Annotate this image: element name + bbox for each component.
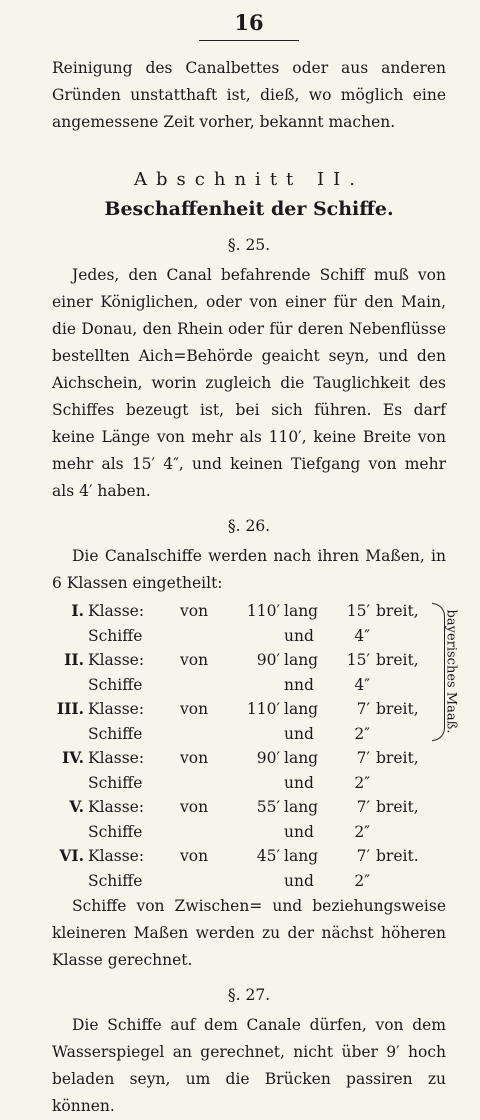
class-lang: lang nnd xyxy=(284,651,319,694)
class-width: 7′ 2″ xyxy=(354,798,370,841)
section-heading: Beschaffenheit der Schiffe. xyxy=(104,198,394,220)
class-length: 110′ xyxy=(246,602,280,620)
class-number: III. xyxy=(56,699,84,718)
paragraph-mark-26: §. 26. xyxy=(227,517,271,535)
class-label: Klasse: Schiffe xyxy=(88,700,145,743)
class-row-2 xyxy=(52,648,446,697)
page-number: 16 xyxy=(234,10,264,35)
paragraph-26-after: Schiffe von Zwischen= und beziehungsweise kleineren Maßen werden zu der nächst höheren Klasse gerechnet. xyxy=(52,897,446,969)
class-length: 55′ xyxy=(256,798,280,816)
paragraph-27-text: Die Schiffe auf dem Canale dürfen, von dem Wasserspiegel an gerechnet, nicht über 9′ hoch beladen seyn, um die Brücken passiren zu können. xyxy=(52,1016,446,1115)
class-width: 7′ 2″ xyxy=(354,749,370,792)
class-lang: lang und xyxy=(284,700,319,743)
class-row-3 xyxy=(52,697,446,746)
class-breit: breit, xyxy=(376,798,419,816)
header-rule xyxy=(199,40,299,41)
intro-paragraph: Reinigung des Canalbettes oder aus anderen Gründen unstatthaft ist, dieß, wo möglich eine angemessene Zeit vorher, bekannt machen. xyxy=(52,59,446,131)
paragraph-26-text: Die Canalschiffe werden nach ihren Maßen, in 6 Klassen eingetheilt: xyxy=(52,547,446,592)
class-label: Klasse: Schiffe xyxy=(88,847,145,890)
class-width: 15′ 4″ xyxy=(346,602,370,645)
class-lang: lang und xyxy=(284,798,319,841)
class-von: von xyxy=(180,602,209,620)
class-label: Klasse: Schiffe xyxy=(88,651,145,694)
paragraph-25-text: Jedes, den Canal befahrende Schiff muß von einer Königlichen, oder von einer für den Main, die Donau, den Rhein oder für deren Nebenflüsse bestellten Aich=Behörde geaicht seyn, und den Aichschein, worin zugleich die Tauglichkeit des Schiffes bezeugt ist, bei sich führen. Es darf keine Länge von mehr als 110′, keine Breite von mehr als 15′ 4″, und keinen Tiefgang von mehr als 4′ haben. xyxy=(52,266,446,500)
class-row-6 xyxy=(52,844,446,893)
class-von: von xyxy=(180,798,209,816)
class-length: 90′ xyxy=(256,651,280,669)
class-von: von xyxy=(180,749,209,767)
class-length: 90′ xyxy=(256,749,280,767)
class-number: I. xyxy=(71,601,84,620)
class-row-1 xyxy=(52,599,446,648)
class-number: VI. xyxy=(59,846,84,865)
class-lang: lang und xyxy=(284,847,319,890)
class-breit: breit, xyxy=(376,749,419,767)
class-von: von xyxy=(180,700,209,718)
class-breit: breit. xyxy=(376,847,419,865)
class-row-5 xyxy=(52,795,446,844)
class-width: 15′ 4″ xyxy=(346,651,370,694)
class-breit: breit, xyxy=(376,602,419,620)
class-label: Klasse: Schiffe xyxy=(88,798,145,841)
measure-side-note: bayerisches Maaß. xyxy=(443,609,459,733)
class-number: II. xyxy=(64,650,84,669)
class-number: IV. xyxy=(62,748,84,767)
section-title: Abschnitt II. xyxy=(134,169,364,190)
ship-class-table xyxy=(52,599,459,893)
class-width: 7′ 2″ xyxy=(354,700,370,743)
class-label: Klasse: Schiffe xyxy=(88,602,145,645)
class-number: V. xyxy=(69,797,84,816)
paragraph-mark-25: §. 25. xyxy=(227,236,271,254)
class-length: 45′ xyxy=(256,847,280,865)
paragraph-mark-27: §. 27. xyxy=(227,986,271,1004)
class-von: von xyxy=(180,651,209,669)
class-breit: breit, xyxy=(376,700,419,718)
class-breit: breit, xyxy=(376,651,419,669)
class-label: Klasse: Schiffe xyxy=(88,749,145,792)
class-width: 7′ 2″ xyxy=(354,847,370,890)
class-lang: lang und xyxy=(284,602,319,645)
class-length: 110′ xyxy=(246,700,280,718)
class-row-4 xyxy=(52,746,446,795)
class-lang: lang und xyxy=(284,749,319,792)
class-von: von xyxy=(180,847,209,865)
